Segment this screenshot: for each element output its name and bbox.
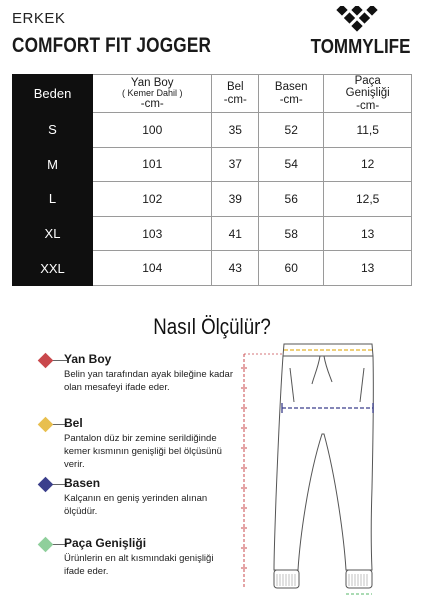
cell-hip: 52	[259, 113, 324, 148]
cell-waist: 41	[212, 216, 259, 251]
legend-description: Kalçanın en geniş yerinden alınan ölçüdür.	[64, 493, 208, 517]
cell-side-length: 103	[93, 216, 212, 251]
header-hem-width: Paça Genişliği -cm-	[324, 75, 412, 113]
how-to-measure-title: Nasıl Ölçülür?	[153, 314, 271, 339]
cell-side-length: 104	[93, 251, 212, 286]
right-cuff	[346, 570, 372, 588]
table-row	[13, 113, 412, 148]
cell-waist: 35	[212, 113, 259, 148]
header-side-length: Yan Boy ( Kemer Dahil ) -cm-	[93, 75, 212, 113]
header-size: Beden	[13, 75, 93, 113]
legend-name: Basen	[64, 476, 101, 490]
right-pocket	[360, 368, 364, 402]
yellow-diamond-icon	[38, 417, 54, 433]
cell-hem-width: 11,5	[324, 113, 412, 148]
product-category: ERKEK	[12, 10, 66, 27]
table-header-row	[13, 75, 412, 113]
cell-hip: 56	[259, 182, 324, 217]
jogger-diagram	[232, 338, 412, 600]
cell-size: XL	[13, 216, 93, 251]
cell-size: M	[13, 147, 93, 182]
legend-description: Belin yan tarafından ayak bileğine kadar olan mesafeyi ifade eder.	[64, 369, 234, 393]
cell-size: XXL	[13, 251, 93, 286]
left-pocket	[290, 368, 294, 402]
cell-size: S	[13, 113, 93, 148]
legend-description: Pantalon düz bir zemine serildiğinde kemer kısmının genişliği bel ölçüsünü verir.	[64, 433, 222, 470]
drawstring-icon	[312, 356, 332, 384]
red-diamond-icon	[38, 353, 54, 369]
cell-hem-width: 13	[324, 251, 412, 286]
legend-name: Paça Genişliği	[64, 536, 147, 550]
header	[12, 10, 412, 66]
cell-side-length: 100	[93, 113, 212, 148]
table-row	[13, 216, 412, 251]
cell-side-length: 101	[93, 147, 212, 182]
header-waist: Bel -cm-	[212, 75, 259, 113]
header-hip: Basen -cm-	[259, 75, 324, 113]
cell-size: L	[13, 182, 93, 217]
cell-hem-width: 12	[324, 147, 412, 182]
cell-hip: 54	[259, 147, 324, 182]
cell-waist: 43	[212, 251, 259, 286]
table-row	[13, 147, 412, 182]
cell-side-length: 102	[93, 182, 212, 217]
brand-logo-icon	[332, 6, 382, 34]
legend-name: Yan Boy	[64, 352, 112, 366]
size-chart-table	[12, 74, 412, 286]
table-row	[13, 251, 412, 286]
brand-name: TOMMYLIFE	[310, 36, 410, 58]
cell-waist: 37	[212, 147, 259, 182]
legend-description: Ürünlerin en alt kısmındaki genişliği ifade eder.	[64, 553, 214, 577]
cell-hip: 58	[259, 216, 324, 251]
cell-hem-width: 13	[324, 216, 412, 251]
product-title: COMFORT FIT JOGGER	[12, 34, 212, 57]
legend-name: Bel	[64, 416, 83, 430]
cell-hem-width: 12,5	[324, 182, 412, 217]
cell-waist: 39	[212, 182, 259, 217]
cell-hip: 60	[259, 251, 324, 286]
jogger-outline	[274, 356, 373, 570]
table-row	[13, 182, 412, 217]
green-diamond-icon	[38, 537, 54, 553]
navy-diamond-icon	[38, 477, 54, 493]
